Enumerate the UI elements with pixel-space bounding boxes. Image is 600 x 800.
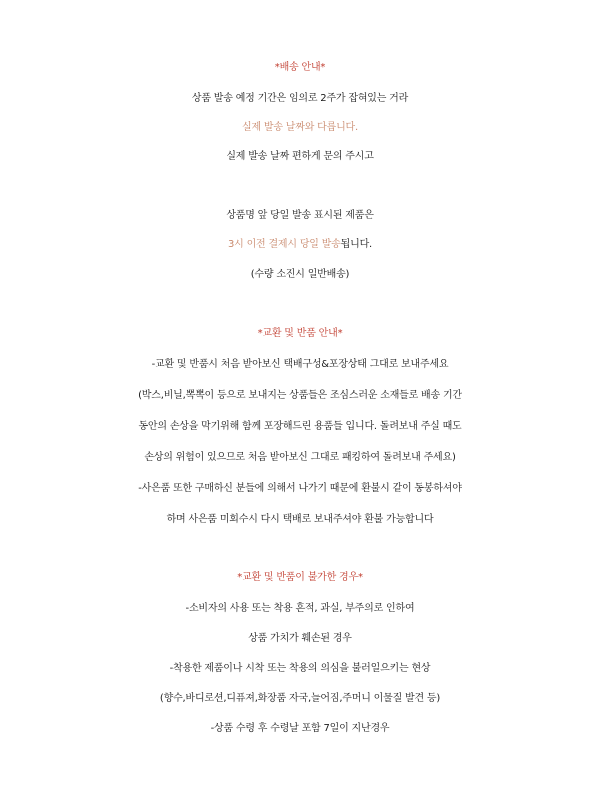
exchange-line-2: (박스,비닐,뽁뽁이 등으로 보내지는 상품들은 조심스러운 소재들로 배송 기간 [138, 390, 462, 401]
exchange-line-3: 동안의 손상을 막기위해 함께 포장해드린 용품들 입니다. 돌려보내 주실 때도 [138, 421, 462, 432]
shipping-line-6: (수량 소진시 일반배송) [250, 269, 350, 280]
shipping-line-4: 상품명 앞 당일 발송 표시된 제품은 [226, 210, 374, 221]
exchange-line-1: -교환 및 반품시 처음 받아보신 택배구성&포장상태 그대로 보내주세요 [151, 359, 449, 370]
shipping-line-2: 실제 발송 날짜와 다릅니다. [242, 122, 358, 133]
shipping-title: *배송 안내* [274, 62, 326, 73]
exchange-line-6: 하며 사은품 미회수시 다시 택배로 보내주셔야 환불 가능합니다 [166, 514, 434, 525]
exchange-line-4: 손상의 위험이 있으므로 처음 받아보신 그대로 패킹하여 돌려보내 주세요) [144, 452, 456, 463]
shipping-line-3: 실제 발송 날짜 편하게 문의 주시고 [226, 151, 374, 162]
shipping-line-1: 상품 발송 예정 기간은 임의로 2주가 잡혀있는 거라 [191, 93, 409, 104]
not-allowed-line-3: -착용한 제품이나 시착 또는 착용의 의심을 불러일으키는 현상 [169, 663, 431, 674]
exchange-line-5: -사은품 또한 구매하신 분들에 의해서 나가기 때문에 환불시 같이 동봉하셔야 [138, 483, 462, 494]
exchange-title: *교환 및 반품 안내* [257, 328, 343, 339]
not-allowed-title: *교환 및 반품이 불가한 경우* [237, 572, 363, 583]
not-allowed-line-5: -상품 수령 후 수령날 포함 7일이 지난경우 [210, 723, 390, 734]
not-allowed-line-1: -소비자의 사용 또는 착용 흔적, 과실, 부주의로 인하여 [185, 603, 415, 614]
not-allowed-line-2: 상품 가치가 훼손된 경우 [248, 633, 352, 644]
shipping-line-5-rest: 됩니다. [340, 239, 373, 250]
shipping-line-5 [0, 234, 600, 256]
same-day-highlight: 3시 이전 결제시 당일 발송 [227, 239, 341, 250]
not-allowed-line-4: (향수,바디로션,디퓨져,화장품 자국,늘어짐,주머니 이물질 발견 등) [159, 693, 441, 704]
